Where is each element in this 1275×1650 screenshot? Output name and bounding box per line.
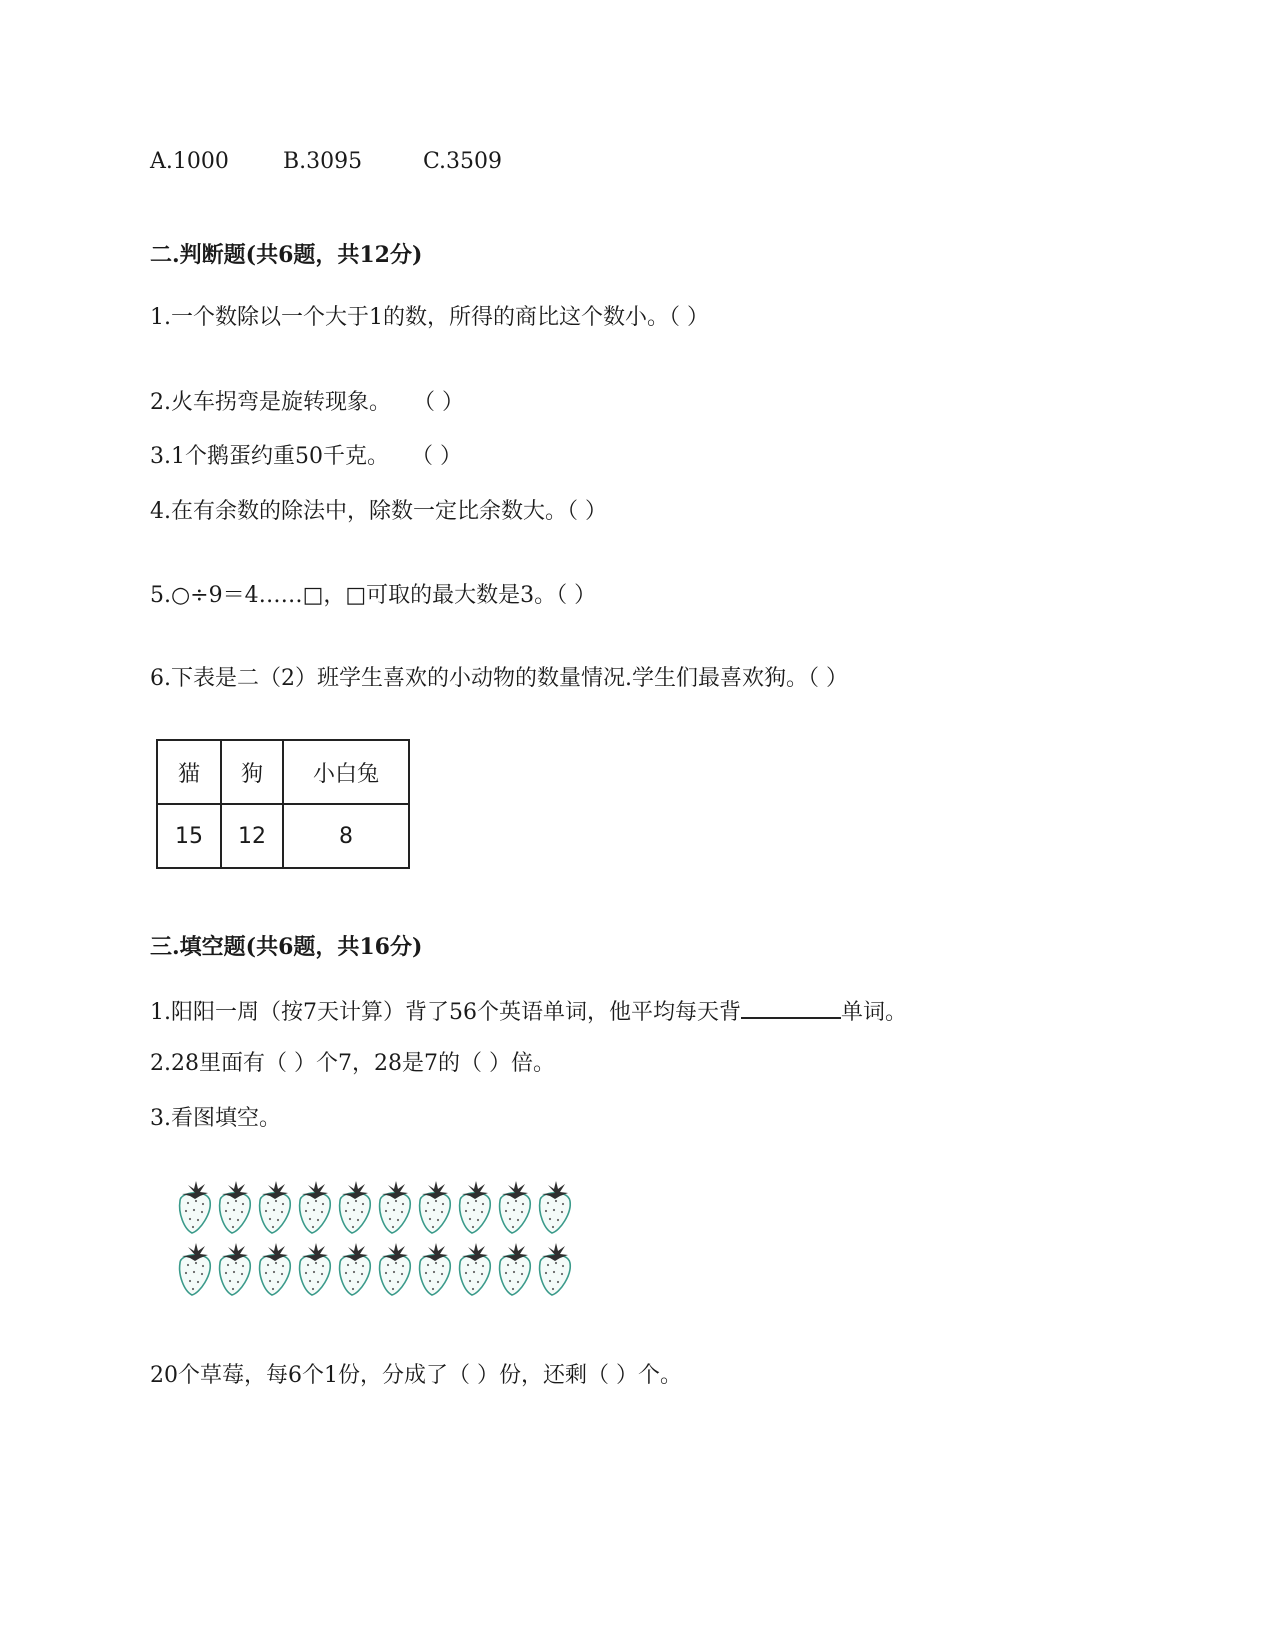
table-row bbox=[157, 804, 409, 868]
answer-choices bbox=[150, 148, 502, 176]
pets-table bbox=[156, 739, 410, 869]
strawberry-icon bbox=[220, 1181, 251, 1233]
judge-item-1: 1.一个数除以一个大于1的数，所得的商比这个数小。（ ） bbox=[150, 305, 709, 330]
strawberry-icon bbox=[500, 1181, 531, 1233]
header-cat: 猫 bbox=[157, 740, 221, 804]
choice-b: B.3095 bbox=[283, 149, 363, 174]
strawberry-icon bbox=[300, 1181, 331, 1233]
strawberry-icon bbox=[340, 1243, 371, 1295]
value-rabbit: 8 bbox=[283, 804, 409, 868]
strawberry-icon bbox=[340, 1181, 371, 1233]
choice-c: C.3509 bbox=[423, 149, 503, 174]
strawberry-icon bbox=[260, 1243, 291, 1295]
strawberry-icon bbox=[220, 1243, 251, 1295]
table-header-row bbox=[157, 740, 409, 804]
strawberry-icon bbox=[460, 1243, 491, 1295]
judge-item-4: 4.在有余数的除法中，除数一定比余数大。（ ） bbox=[150, 499, 607, 524]
value-dog: 12 bbox=[221, 804, 283, 868]
strawberry-icon bbox=[540, 1181, 571, 1233]
answer-blank[interactable] bbox=[741, 995, 841, 1019]
fill-item-1 bbox=[150, 995, 907, 1027]
judge-item-2: 2.火车拐弯是旋转现象。 （ ） bbox=[150, 390, 464, 415]
strawberry-icon bbox=[380, 1243, 411, 1295]
strawberry-icon bbox=[460, 1181, 491, 1233]
strawberry-icon bbox=[180, 1243, 211, 1295]
header-dog: 狗 bbox=[221, 740, 283, 804]
strawberry-icon bbox=[260, 1181, 291, 1233]
strawberries-figure bbox=[172, 1175, 592, 1310]
strawberry-icon bbox=[180, 1181, 211, 1233]
strawberry-icon bbox=[380, 1181, 411, 1233]
value-cat: 15 bbox=[157, 804, 221, 868]
choice-a: A.1000 bbox=[150, 149, 229, 174]
fill-item-1-text: 1.阳阳一周（按7天计算）背了56个英语单词，他平均每天背 bbox=[150, 1000, 741, 1025]
header-rabbit: 小白兔 bbox=[283, 740, 409, 804]
fill-item-1-suffix: 单词。 bbox=[840, 1000, 907, 1025]
fill-item-3: 3.看图填空。 bbox=[150, 1106, 281, 1131]
section-2-title: 二.判断题(共6题，共12分) bbox=[150, 242, 423, 268]
strawberry-icon bbox=[420, 1243, 451, 1295]
strawberry-icon bbox=[300, 1243, 331, 1295]
judge-item-3: 3.1个鹅蛋约重50千克。 （ ） bbox=[150, 444, 462, 469]
section-3-title: 三.填空题(共6题，共16分) bbox=[150, 934, 423, 960]
judge-item-6: 6.下表是二（2）班学生喜欢的小动物的数量情况.学生们最喜欢狗。（ ） bbox=[150, 666, 848, 691]
strawberry-icon bbox=[500, 1243, 531, 1295]
strawberry-icon bbox=[540, 1243, 571, 1295]
fill-item-3-question: 20个草莓，每6个1份，分成了（ ）份，还剩（ ）个。 bbox=[150, 1363, 682, 1388]
strawberry-icon bbox=[420, 1181, 451, 1233]
fill-item-2: 2.28里面有（ ）个7，28是7的（ ）倍。 bbox=[150, 1051, 555, 1076]
judge-item-5: 5.○÷9＝4……□，□可取的最大数是3。（ ） bbox=[150, 583, 597, 608]
